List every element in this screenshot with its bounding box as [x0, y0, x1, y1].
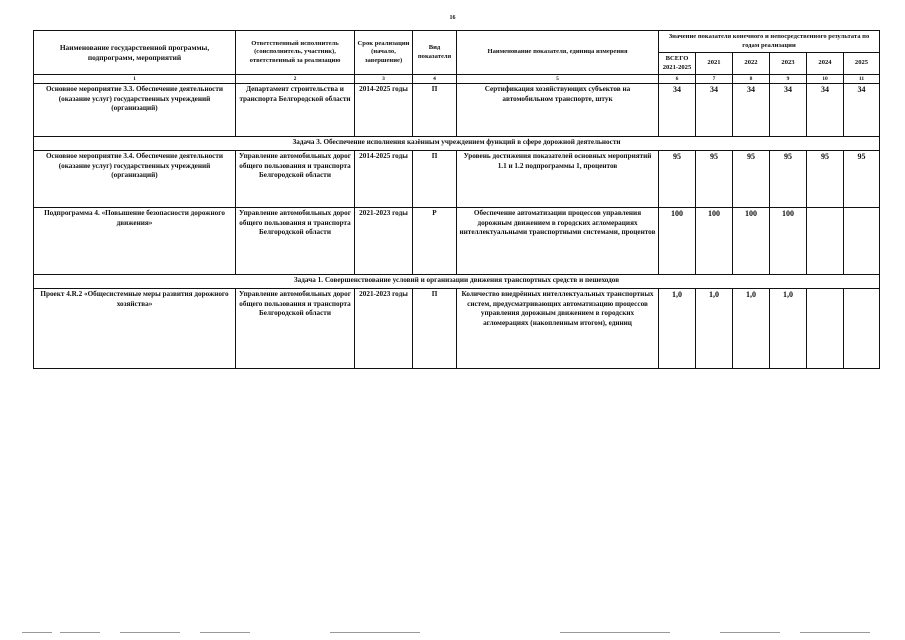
header-year: 2022 — [733, 53, 770, 75]
value-cell: 100 — [696, 208, 733, 275]
executor-cell: Департамент строительства и транспорта Белгородской области — [236, 84, 355, 137]
task-heading: Задача 3. Обеспечение исполнения казённым учреждением функций в сфере дорожной деятельности — [34, 137, 880, 151]
column-number: 2 — [236, 75, 355, 84]
column-number: 1 — [34, 75, 236, 84]
header-program-name: Наименование государственной программы, подпрограмм, мероприятий — [34, 31, 236, 75]
column-number: 6 — [659, 75, 696, 84]
value-cell: 34 — [807, 84, 844, 137]
value-cell — [807, 208, 844, 275]
executor-cell: Управление автомобильных дорог общего пользования и транспорта Белгородской области — [236, 208, 355, 275]
table-row — [34, 289, 880, 369]
column-number: 10 — [807, 75, 844, 84]
table-row — [34, 151, 880, 208]
program-name-cell: Проект 4.R.2 «Общесистемные меры развития дорожного хозяйства» — [34, 289, 236, 369]
program-name-cell: Основное мероприятие 3.3. Обеспечение деятельности (оказание услуг) государственных учреждений (организаций) — [34, 84, 236, 137]
column-number: 8 — [733, 75, 770, 84]
column-numbers-row — [34, 75, 880, 84]
header-period: Срок реализации (начало, завершение) — [355, 31, 413, 75]
indicator-name-cell: Обеспечение автоматизации процессов управления дорожным движением в городских агломерациях интеллектуальными транспортными системами, процентов — [457, 208, 659, 275]
value-cell: 100 — [770, 208, 807, 275]
indicator-name-cell: Сертификация хозяйствующих субъектов на автомобильном транспорте, штук — [457, 84, 659, 137]
value-cell-total: 100 — [659, 208, 696, 275]
bottom-scan-rule — [560, 632, 670, 633]
bottom-scan-rule — [800, 632, 870, 633]
bottom-scan-rule — [22, 632, 52, 633]
value-cell: 95 — [770, 151, 807, 208]
value-cell: 1,0 — [770, 289, 807, 369]
value-cell: 100 — [733, 208, 770, 275]
value-cell-total: 1,0 — [659, 289, 696, 369]
value-cell: 95 — [807, 151, 844, 208]
header-indicator-name: Наименование показателя, единица измерения — [457, 31, 659, 75]
header-row — [34, 31, 880, 53]
indicator-kind-cell: Р — [413, 208, 457, 275]
bottom-scan-rule — [60, 632, 100, 633]
value-cell: 34 — [770, 84, 807, 137]
column-number: 9 — [770, 75, 807, 84]
column-number: 3 — [355, 75, 413, 84]
period-cell: 2014-2025 годы — [355, 151, 413, 208]
value-cell: 95 — [733, 151, 770, 208]
value-cell-total: 34 — [659, 84, 696, 137]
executor-cell: Управление автомобильных дорог общего пользования и транспорта Белгородской области — [236, 151, 355, 208]
indicator-kind-cell: П — [413, 289, 457, 369]
header-executor: Ответственный исполнитель (соисполнитель, участник), ответственный за реализацию — [236, 31, 355, 75]
task-row — [34, 275, 880, 289]
header-year: 2021 — [696, 53, 733, 75]
value-cell: 34 — [844, 84, 880, 137]
value-cell: 95 — [696, 151, 733, 208]
header-year: 2023 — [770, 53, 807, 75]
table-row — [34, 208, 880, 275]
header-indicator-kind: Вид показателя — [413, 31, 457, 75]
header-values-group: Значение показателя конечного и непосредственного результата по годам реализации — [659, 31, 880, 53]
page-number: 16 — [449, 15, 456, 21]
value-cell: 1,0 — [696, 289, 733, 369]
bottom-scan-rule — [330, 632, 420, 633]
task-heading: Задача 1. Совершенствование условий и организации движения транспортных средств и пешеходов — [34, 275, 880, 289]
bottom-scan-rule — [120, 632, 180, 633]
column-number: 4 — [413, 75, 457, 84]
column-number: 11 — [844, 75, 880, 84]
indicators-table — [33, 30, 880, 369]
indicator-kind-cell: П — [413, 151, 457, 208]
value-cell: 34 — [733, 84, 770, 137]
period-cell: 2021-2023 годы — [355, 208, 413, 275]
value-cell: 95 — [844, 151, 880, 208]
indicator-name-cell: Уровень достижения показателей основных мероприятий 1.1 и 1.2 подпрограммы 1, процентов — [457, 151, 659, 208]
executor-cell: Управление автомобильных дорог общего пользования и транспорта Белгородской области — [236, 289, 355, 369]
value-cell-total: 95 — [659, 151, 696, 208]
header-year: 2025 — [844, 53, 880, 75]
bottom-scan-rule — [200, 632, 250, 633]
period-cell: 2014-2025 годы — [355, 84, 413, 137]
value-cell — [807, 289, 844, 369]
value-cell: 34 — [696, 84, 733, 137]
table-row — [34, 84, 880, 137]
header-total: ВСЕГО 2021-2025 — [659, 53, 696, 75]
column-number: 7 — [696, 75, 733, 84]
period-cell: 2021-2023 годы — [355, 289, 413, 369]
task-row — [34, 137, 880, 151]
column-number: 5 — [457, 75, 659, 84]
value-cell — [844, 289, 880, 369]
value-cell: 1,0 — [733, 289, 770, 369]
value-cell — [844, 208, 880, 275]
header-year: 2024 — [807, 53, 844, 75]
program-name-cell: Основное мероприятие 3.4. Обеспечение деятельности (оказание услуг) государственных учреждений (организаций) — [34, 151, 236, 208]
bottom-scan-rule — [720, 632, 780, 633]
program-name-cell: Подпрограмма 4. «Повышение безопасности дорожного движения» — [34, 208, 236, 275]
indicator-kind-cell: П — [413, 84, 457, 137]
indicator-name-cell: Количество внедрённых интеллектуальных транспортных систем, предусматривающих автоматизацию процессов управления дорожным движением в городских агломерациях (накопленным итогом), единиц — [457, 289, 659, 369]
